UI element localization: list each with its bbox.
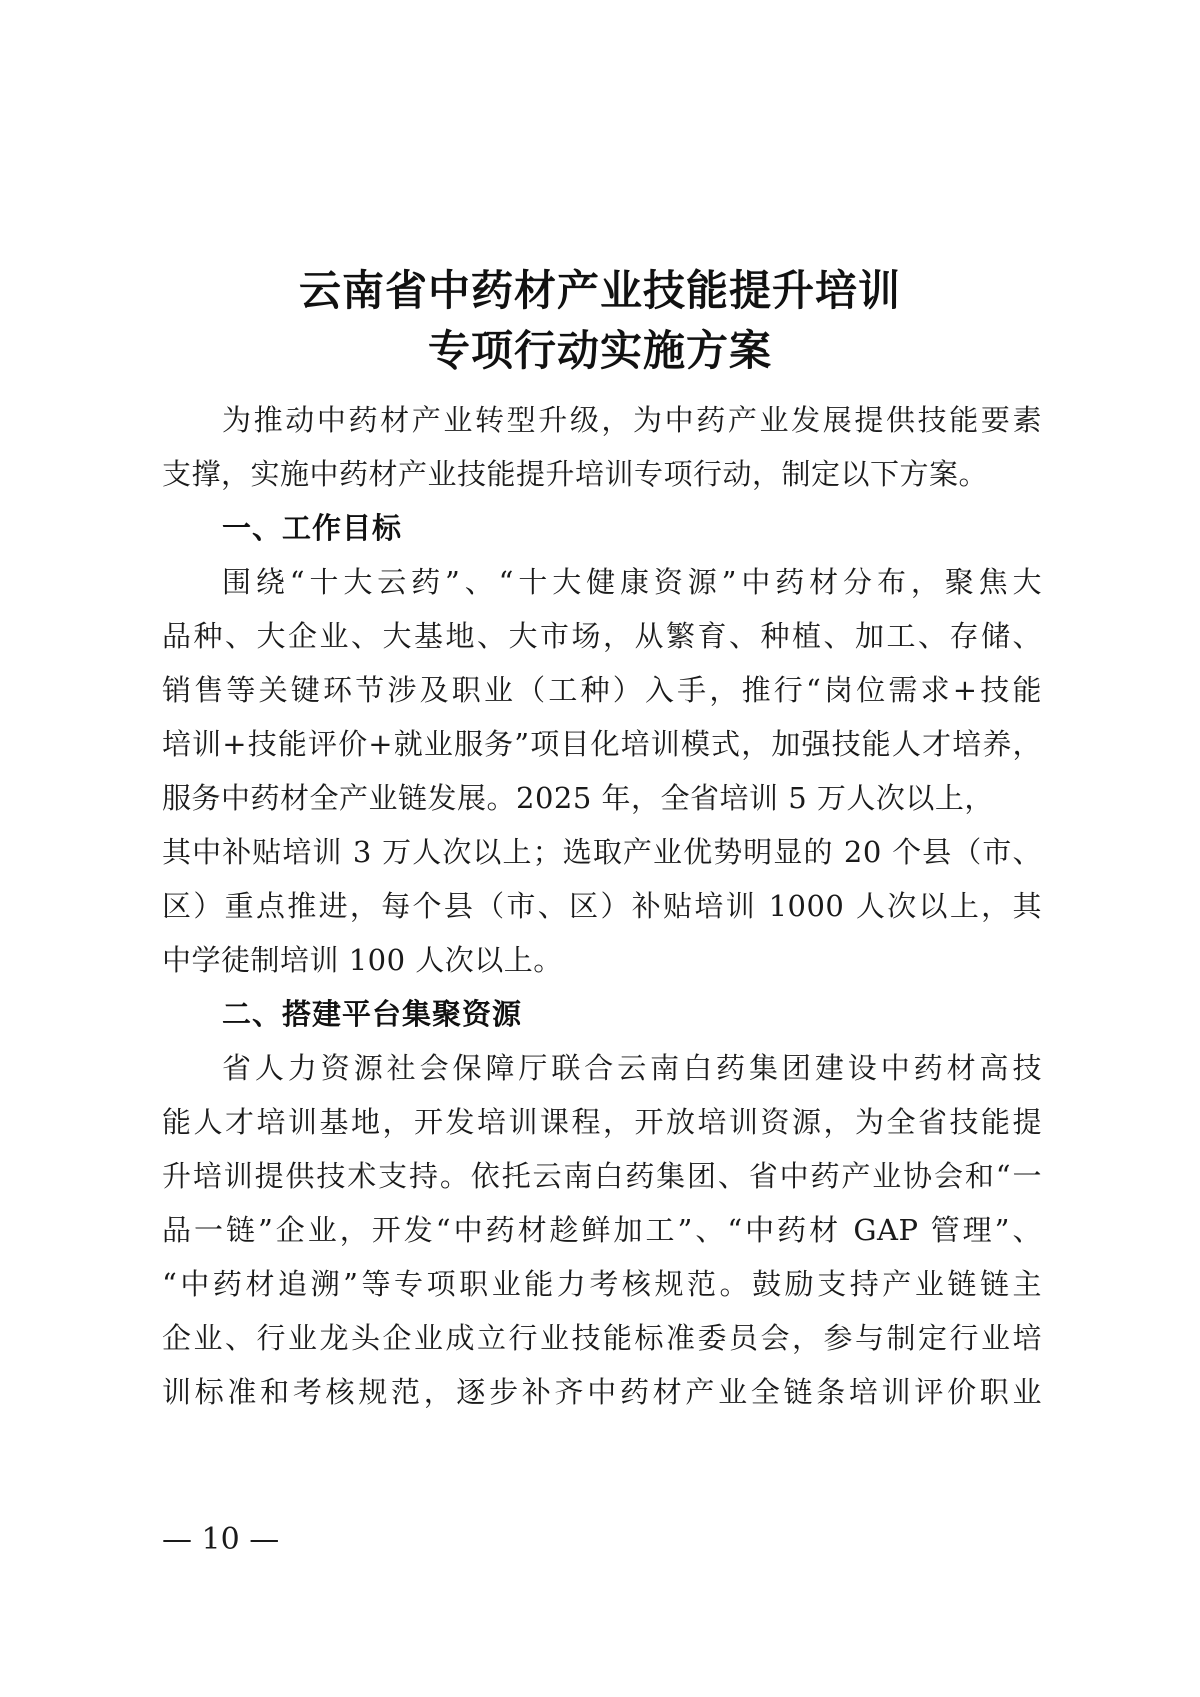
section-heading-platform: 二、搭建平台集聚资源 — [222, 997, 523, 1031]
section1-paragraph-line: 其中补贴培训 3 万人次以上；选取产业优势明显的 20 个县（市、 — [162, 835, 1042, 869]
section2-paragraph-line: 能人才培训基地，开发培训课程，开放培训资源，为全省技能提 — [162, 1105, 1042, 1139]
section2-paragraph-line: 训标准和考核规范，逐步补齐中药材产业全链条培训评价职业 — [162, 1375, 1042, 1409]
section1-paragraph-line: 培训+技能评价+就业服务”项目化培训模式，加强技能人才培养， — [162, 727, 1042, 761]
section2-paragraph-line: 省人力资源社会保障厅联合云南白药集团建设中药材高技 — [222, 1051, 1042, 1085]
section2-paragraph-line: 升培训提供技术支持。依托云南白药集团、省中药产业协会和“一 — [162, 1159, 1042, 1193]
section1-paragraph-line: 服务中药材全产业链发展。2025 年，全省培训 5 万人次以上， — [162, 781, 994, 815]
page-number: — 10 — — [162, 1522, 280, 1557]
intro-paragraph-line: 为推动中药材产业转型升级，为中药产业发展提供技能要素 — [222, 403, 1042, 437]
section1-paragraph-line: 中学徒制培训 100 人次以上。 — [162, 943, 563, 977]
section-heading-work-goals: 一、工作目标 — [222, 511, 403, 545]
section2-paragraph-line: 品一链”企业，开发“中药材趁鲜加工”、“中药材 GAP 管理”、 — [162, 1213, 1042, 1247]
section2-paragraph-line: 企业、行业龙头企业成立行业技能标准委员会，参与制定行业培 — [162, 1321, 1042, 1355]
document-title-line-2: 专项行动实施方案 — [427, 326, 772, 375]
document-title-line-1: 云南省中药材产业技能提升培训 — [298, 266, 901, 315]
section1-paragraph-line: 销售等关键环节涉及职业（工种）入手，推行“岗位需求+技能 — [162, 673, 1042, 707]
section2-paragraph-line: “中药材追溯”等专项职业能力考核规范。鼓励支持产业链链主 — [162, 1267, 1042, 1301]
intro-paragraph-line: 支撑，实施中药材产业技能提升培训专项行动，制定以下方案。 — [162, 457, 989, 491]
section1-paragraph-line: 品种、大企业、大基地、大市场，从繁育、种植、加工、存储、 — [162, 619, 1042, 653]
section1-paragraph-line: 围绕“十大云药”、“十大健康资源”中药材分布，聚焦大 — [222, 565, 1042, 599]
section1-paragraph-line: 区）重点推进，每个县（市、区）补贴培训 1000 人次以上，其 — [162, 889, 1042, 923]
